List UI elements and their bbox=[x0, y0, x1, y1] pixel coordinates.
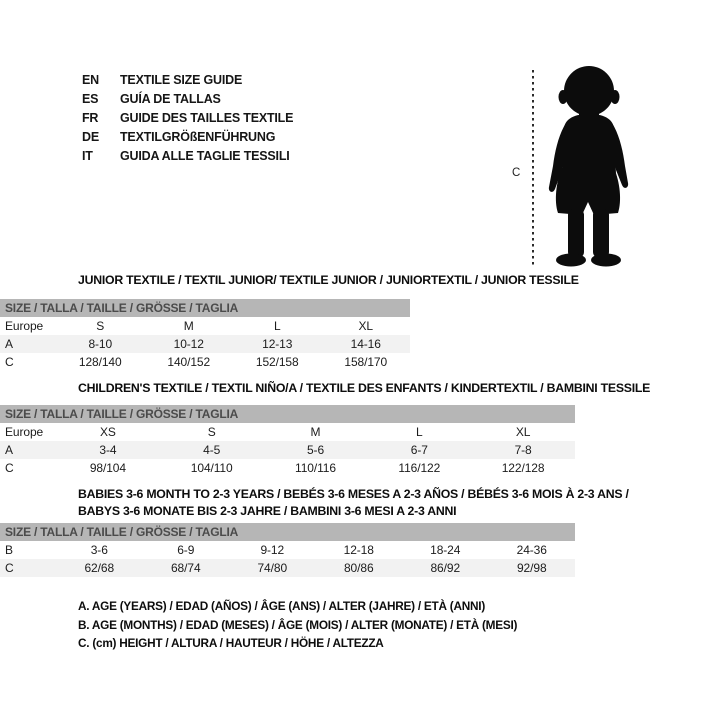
table-row bbox=[0, 317, 410, 335]
table-row bbox=[0, 423, 575, 441]
row-label: C bbox=[5, 355, 14, 369]
table-cell: 86/92 bbox=[430, 561, 461, 575]
table-cell: 116/122 bbox=[398, 461, 441, 475]
table-cell: 24-36 bbox=[516, 543, 547, 557]
table-title-junior-textile bbox=[78, 272, 579, 289]
table-cell: M bbox=[310, 425, 321, 439]
table-cell: 92/98 bbox=[516, 561, 547, 575]
table-row bbox=[0, 559, 575, 577]
table-cell: 7-8 bbox=[514, 443, 532, 457]
language-code: ES bbox=[82, 91, 99, 106]
language-title: TEXTILE SIZE GUIDE bbox=[120, 72, 243, 87]
table-row bbox=[0, 441, 575, 459]
table-cell: 10-12 bbox=[173, 337, 204, 351]
language-code: DE bbox=[82, 129, 99, 144]
table-cell: XL bbox=[515, 425, 531, 439]
language-item-es bbox=[82, 89, 293, 108]
row-label: C bbox=[5, 561, 14, 575]
table-cell: 80/86 bbox=[343, 561, 374, 575]
language-item-de bbox=[82, 127, 293, 146]
language-item-en bbox=[82, 70, 293, 89]
size-header-band: SIZE / TALLA / TAILLE / GRÖSSE / TAGLIA bbox=[0, 405, 575, 423]
language-code: IT bbox=[82, 148, 93, 163]
height-measure-label: C bbox=[512, 167, 521, 179]
table-cell: XS bbox=[99, 425, 116, 439]
table-cell: 4-5 bbox=[203, 443, 221, 457]
table-cell: 3-4 bbox=[99, 443, 117, 457]
table-title-line: JUNIOR TEXTILE / TEXTIL JUNIOR/ TEXTILE JUNIOR / JUNIORTEXTIL / JUNIOR TESSILE bbox=[78, 273, 579, 287]
table-row bbox=[0, 459, 575, 477]
table-cell: 12-18 bbox=[343, 543, 374, 557]
language-title: GUÍA DE TALLAS bbox=[120, 91, 221, 106]
table-row bbox=[0, 353, 410, 371]
size-table-junior-textile bbox=[0, 299, 410, 371]
row-label: A bbox=[5, 443, 13, 457]
table-cell: 158/170 bbox=[344, 355, 388, 369]
table-cell: L bbox=[416, 425, 423, 439]
height-measure-line bbox=[532, 70, 534, 268]
table-cell: S bbox=[96, 319, 105, 333]
table-cell: 104/110 bbox=[190, 461, 233, 475]
language-code: EN bbox=[82, 72, 99, 87]
table-row bbox=[0, 335, 410, 353]
table-cell: 3-6 bbox=[90, 543, 108, 557]
table-cell: XL bbox=[358, 319, 373, 333]
table-cell: 62/68 bbox=[84, 561, 115, 575]
language-item-fr bbox=[82, 108, 293, 127]
table-cell: 6-7 bbox=[410, 443, 428, 457]
table-cell: 18-24 bbox=[430, 543, 461, 557]
table-cell: 14-16 bbox=[350, 337, 381, 351]
table-title-line: BABYS 3-6 MONATE BIS 2-3 JAHRE / BAMBINI 3-6 MESI A 2-3 ANNI bbox=[78, 503, 457, 518]
language-title: GUIDE DES TAILLES TEXTILE bbox=[120, 110, 294, 125]
row-label: A bbox=[5, 337, 13, 351]
row-label: Europe bbox=[5, 319, 44, 333]
table-title-line: BABIES 3-6 MONTH TO 2-3 YEARS / BEBÉS 3-6 MESES A 2-3 AÑOS / BÉBÉS 3-6 MOIS À 2-3 ANS / bbox=[78, 487, 629, 501]
footnote-age-years: A. AGE (YEARS) / EDAD (AÑOS) / ÂGE (ANS) / ALTER (JAHRE) / ETÀ (ANNI) bbox=[78, 599, 485, 613]
table-title-childrens-textile bbox=[78, 380, 650, 397]
language-title: GUIDA ALLE TAGLIE TESSILI bbox=[120, 148, 290, 163]
language-code: FR bbox=[82, 110, 99, 125]
table-cell: 9-12 bbox=[260, 543, 285, 557]
table-cell: 5-6 bbox=[306, 443, 325, 457]
footnote-age-months: B. AGE (MONTHS) / EDAD (MESES) / ÂGE (MOIS) / ALTER (MONATE) / ETÀ (MESI) bbox=[78, 617, 518, 632]
table-cell: 122/128 bbox=[501, 461, 545, 475]
table-title-babies-textile bbox=[78, 486, 629, 519]
table-cell: 8-10 bbox=[88, 337, 113, 351]
table-cell: L bbox=[273, 319, 281, 333]
table-cell: 128/140 bbox=[78, 355, 122, 369]
language-item-it bbox=[82, 146, 293, 165]
table-title-line: CHILDREN'S TEXTILE / TEXTIL NIÑO/A / TEXTILE DES ENFANTS / KINDERTEXTIL / BAMBINI TESSILE bbox=[78, 381, 651, 395]
footnotes bbox=[78, 599, 517, 655]
table-cell: S bbox=[207, 425, 216, 439]
table-cell: 68/74 bbox=[170, 561, 201, 575]
row-label: C bbox=[5, 461, 14, 475]
table-cell: 140/152 bbox=[167, 355, 211, 369]
size-header-band: SIZE / TALLA / TAILLE / GRÖSSE / TAGLIA bbox=[0, 299, 410, 317]
table-cell: 74/80 bbox=[257, 561, 288, 575]
table-cell: 6-9 bbox=[177, 543, 195, 557]
footnote-height-cm: C. (cm) HEIGHT / ALTURA / HAUTEUR / HÖHE / ALTEZZA bbox=[78, 636, 384, 650]
size-header-band: SIZE / TALLA / TAILLE / GRÖSSE / TAGLIA bbox=[0, 523, 575, 541]
table-cell: 110/116 bbox=[295, 461, 336, 475]
table-cell: 98/104 bbox=[89, 461, 126, 475]
row-label: B bbox=[5, 543, 13, 557]
language-title: TEXTILGRÖßENFÜHRUNG bbox=[120, 129, 276, 144]
table-cell: M bbox=[183, 319, 194, 333]
table-row bbox=[0, 541, 575, 559]
size-table-childrens-textile bbox=[0, 405, 575, 477]
table-cell: 152/158 bbox=[255, 355, 299, 369]
language-list bbox=[82, 70, 293, 165]
table-cell: 12-13 bbox=[262, 337, 293, 351]
baby-silhouette bbox=[540, 64, 636, 270]
row-label: Europe bbox=[5, 425, 44, 439]
size-table-babies-textile bbox=[0, 523, 575, 577]
